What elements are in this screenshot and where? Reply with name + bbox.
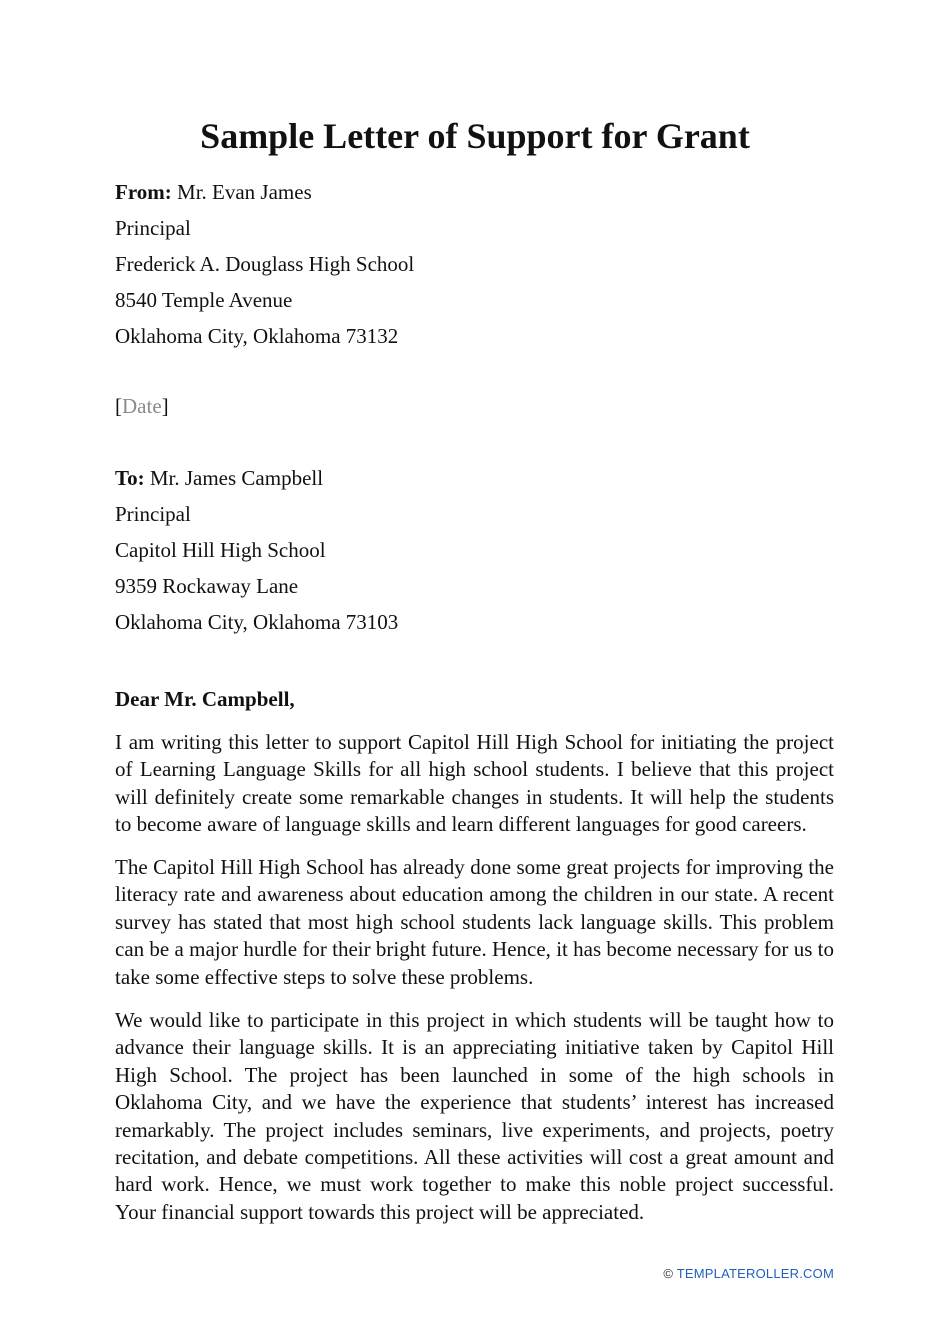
sender-street: 8540 Temple Avenue (115, 288, 293, 312)
sender-organization: Frederick A. Douglass High School (115, 252, 415, 276)
recipient-name-line (115, 460, 835, 496)
sender-name-line (115, 174, 835, 210)
recipient-position: Principal (115, 502, 191, 526)
footer-site-name: TEMPLATEROLLER.COM (676, 1266, 834, 1281)
to-label: To: (115, 466, 145, 490)
date-close-bracket: ] (161, 394, 169, 418)
sender-address-block (115, 174, 835, 354)
footer-watermark-link[interactable] (663, 1266, 834, 1282)
document-title: Sample Letter of Support for Grant (200, 116, 750, 156)
recipient-street: 9359 Rockaway Lane (115, 574, 299, 598)
recipient-name: Mr. James Campbell (149, 466, 324, 490)
copyright-symbol: © (663, 1266, 674, 1281)
sender-name: Mr. Evan James (177, 180, 312, 204)
recipient-address-block (115, 460, 835, 640)
from-label: From: (115, 180, 172, 204)
date-line (115, 388, 835, 424)
sender-city-line: Oklahoma City, Oklahoma 73132 (115, 324, 399, 348)
recipient-city-line: Oklahoma City, Oklahoma 73103 (115, 610, 399, 634)
body-paragraph-3: We would like to participate in this project in which students will be taught how to advance their language skills. It is an appreciating initiative taken by Capitol Hill High School. The project has been launched in some of the high schools in Oklahoma City, and we have the experience that students’ interest has increased remarkably. The project includes seminars, live experiments, and projects, poetry recitation, and debate competitions. All these activities will cost a great amount and hard work. Hence, we must work together to make this noble project successful. Your financial support towards this project will be appreciated. (115, 1008, 834, 1224)
date-placeholder: Date (122, 394, 162, 418)
salutation: Dear Mr. Campbell, (115, 687, 295, 711)
body-paragraph-2: The Capitol Hill High School has already done some great projects for improving the literacy rate and awareness about education among the children in our state. A recent survey has stated that most high school students lack language skills. This problem can be a major hurdle for their bright future. Hence, it has become necessary for us to take some effective steps to solve these problems. (115, 855, 834, 989)
recipient-organization: Capitol Hill High School (115, 538, 326, 562)
date-open-bracket: [ (115, 394, 122, 418)
body-paragraph-1: I am writing this letter to support Capitol Hill High School for initiating the project of Learning Language Skills for all high school students. I believe that this project will definitely create some remarkable changes in students. It will help the students to become aware of language skills and learn different languages for good careers. (115, 730, 834, 837)
date-field[interactable] (115, 388, 835, 424)
sender-position: Principal (115, 216, 191, 240)
